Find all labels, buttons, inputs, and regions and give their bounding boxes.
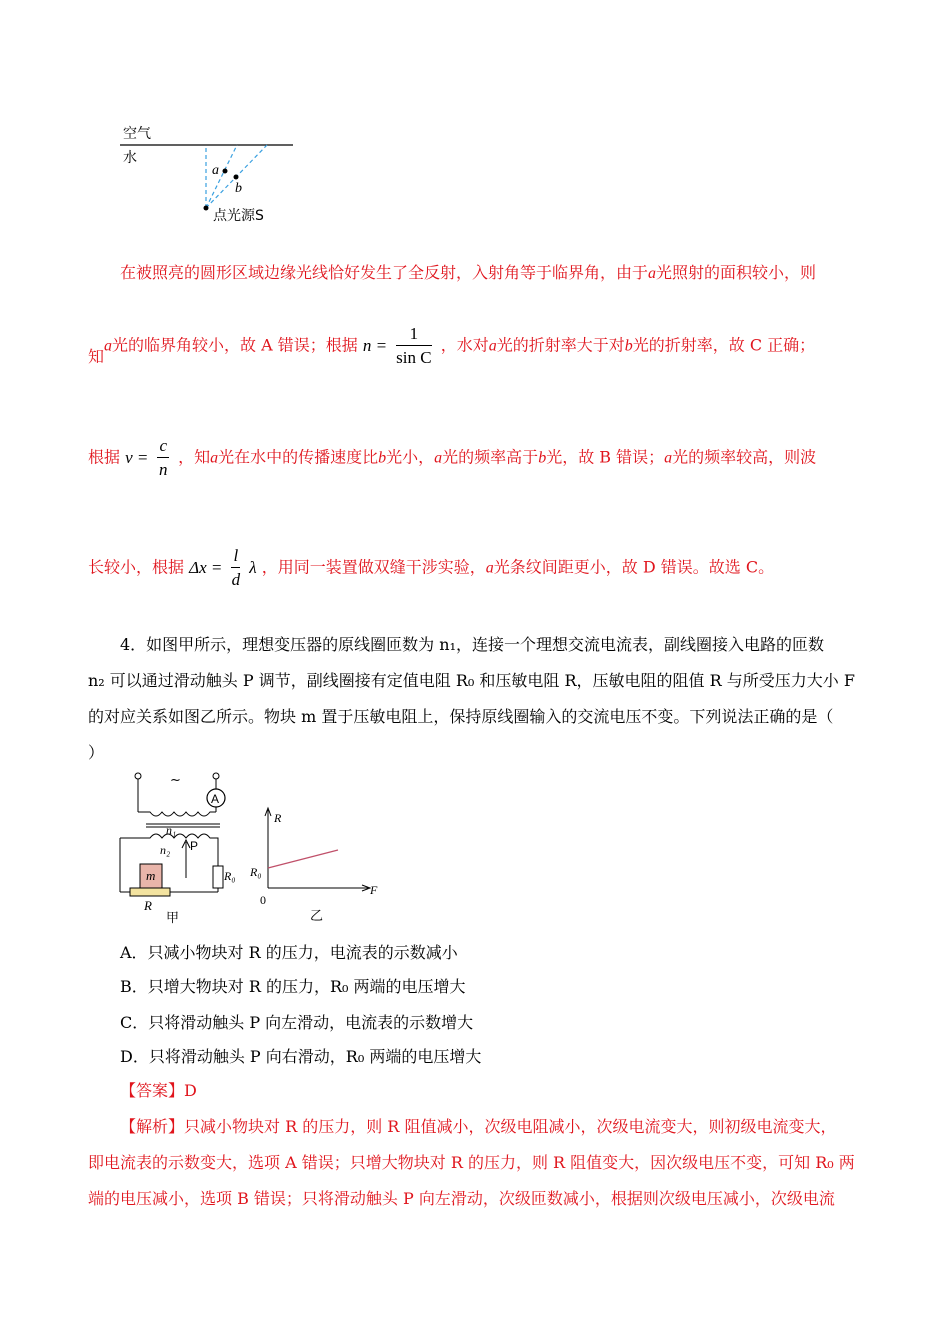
option-a: A．只减小物块对 R 的压力，电流表的示数减小 — [120, 943, 458, 962]
point-source — [204, 206, 209, 211]
option-b: B．只增大物块对 R 的压力，R₀ 两端的电压增大 — [120, 977, 466, 996]
analysis-line-2: 即电流表的示数变大，选项 A 错误；只增大物块对 R 的压力，则 R 阻值变大，因次级电压不变，可知 R₀ 两 — [88, 1153, 855, 1172]
x-axis-label: F — [370, 883, 378, 897]
option-c: C．只将滑动触头 P 向左滑动，电流表的示数增大 — [120, 1013, 474, 1032]
question-4-line-1: 4．如图甲所示，理想变压器的原线圈匝数为 n₁，连接一个理想交流电流表，副线圈接入电路的匝数 — [120, 635, 824, 654]
critical-angle-formula: $\frac{1}{\text{sin C}}$ — [396, 324, 432, 367]
ac-symbol: ~ — [170, 773, 181, 788]
point-a — [223, 169, 228, 174]
point-b — [234, 175, 239, 180]
primary-coil — [138, 812, 216, 816]
resistor-r0 — [213, 866, 223, 888]
solution-line-1: 在被照亮的圆形区域边缘光线恰好发生了全反射，入射角等于临界角，由于a光照射的面积较小，则 — [120, 263, 817, 282]
answer: 【答案】D — [120, 1081, 197, 1100]
option-d: D．只将滑动触头 P 向右滑动，R₀ 两端的电压增大 — [120, 1047, 482, 1066]
speed-formula: $\frac{c}{n}$ — [159, 436, 168, 479]
refraction-figure — [115, 120, 305, 230]
fig-yi-label: 乙 — [310, 909, 324, 924]
r-f-line — [268, 850, 338, 868]
slider-label: P — [190, 839, 199, 853]
question-4-line-3: 的对应关系如图乙所示。物块 m 置于压敏电阻上，保持原线圈输入的交流电压不变。下列说法正确的是（ — [88, 707, 834, 726]
block-m-label: m — [146, 868, 156, 883]
label-a: a — [212, 163, 219, 178]
n2-label: n₂ — [160, 843, 171, 857]
r0-intercept-label: R₀ — [250, 865, 262, 879]
source-label: 点光源S — [213, 208, 264, 224]
n1-label: n₁ — [166, 823, 177, 837]
label-b: b — [235, 181, 242, 196]
solution-line-2: 知a光的临界角较小，故 A 错误；根据 n = $\frac{1}{\text{sin C}}$ ，水对a光的折射率大于对b光的折射率，故 C 正确； — [88, 324, 816, 367]
r-label: R — [144, 898, 152, 913]
question-4-line-4: ） — [88, 743, 105, 762]
origin-label: 0 — [260, 893, 266, 907]
pressure-resistor-r — [130, 888, 170, 896]
input-terminal-right — [213, 773, 219, 779]
fringe-spacing-formula: $\frac{l}{d}$ — [231, 546, 241, 589]
r0-label: R₀ — [224, 869, 236, 883]
solution-line-3: 根据 v = $\frac{c}{n}$ ，知a光在水中的传播速度比b光小，a光的频率高于b光，故 B 错误；a光的频率较高，则波 — [88, 436, 817, 479]
analysis-line-1: 【解析】只减小物块对 R 的压力，则 R 阻值减小，次级电阻减小，次级电流变大，则初级电流变大， — [120, 1117, 837, 1136]
water-label: 水 — [123, 150, 137, 166]
analysis-line-3: 端的电压减小，选项 B 错误；只将滑动触头 P 向左滑动，次级匝数减小，根据则次级电压减小，次级电流 — [88, 1189, 835, 1208]
question-4-line-2: n₂ 可以通过滑动触头 P 调节，副线圈接有定值电阻 R₀ 和压敏电阻 R，压敏电阻的阻值 R 与所受压力大小 F — [88, 671, 855, 690]
air-label: 空气 — [123, 126, 151, 142]
solution-line-4: 长较小，根据 Δx = $\frac{l}{d}$ λ ，用同一装置做双缝干涉实验，a光条纹间距更小，故 D 错误。故选 C。 — [88, 546, 775, 589]
fig-jia-label: 甲 — [166, 911, 180, 926]
circuit-figure — [110, 770, 400, 930]
ammeter-label: A — [211, 792, 220, 806]
y-axis-label: R — [274, 811, 282, 825]
light-ray — [206, 145, 237, 208]
input-terminal-left — [135, 773, 141, 779]
